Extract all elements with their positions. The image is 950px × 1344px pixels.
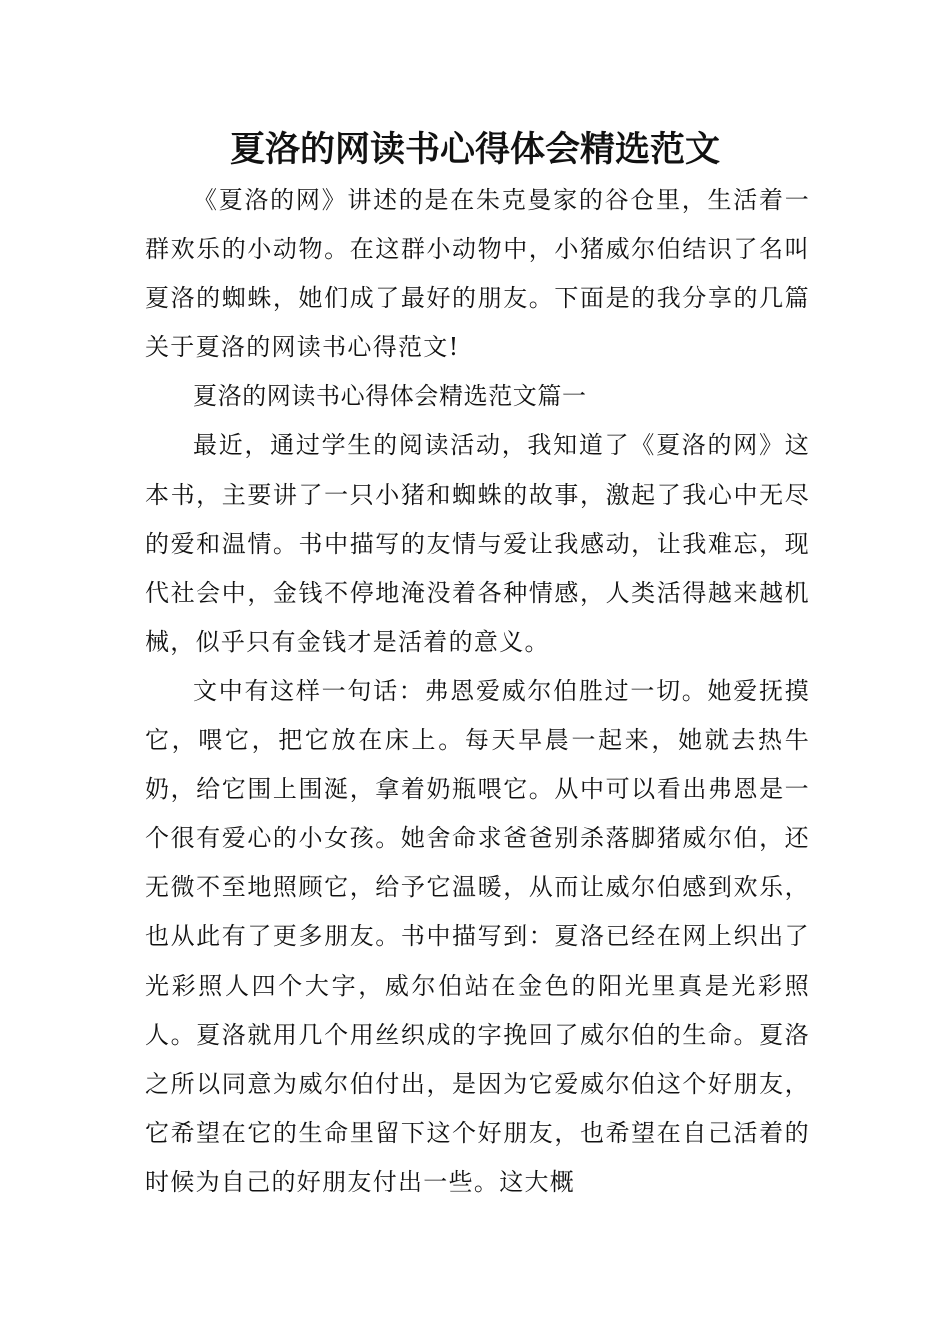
- section-heading: 夏洛的网读书心得体会精选范文篇一: [193, 382, 587, 411]
- document-title: 夏洛的网读书心得体会精选范文: [229, 129, 720, 170]
- document-body: [145, 176, 810, 1207]
- body-paragraph: 文中有这样一句话：弗恩爱威尔伯胜过一切。她爱抚摸它，喂它，把它放在床上。每天早晨一起来，她就去热牛奶，给它围上围涎，拿着奶瓶喂它。从中可以看出弗恩是一个很有爱心的小女孩。她舍命求爸爸别杀落脚猪威尔伯，还无微不至地照顾它，给予它温暖，从而让威尔伯感到欢乐，也从此有了更多朋友。书中描写到：夏洛已经在网上织出了光彩照人四个大字，威尔伯站在金色的阳光里真是光彩照人。夏洛就用几个用丝织成的字挽回了威尔伯的生命。夏洛之所以同意为威尔伯付出，是因为它爱威尔伯这个好朋友，它希望在它的生命里留下这个好朋友，也希望在自己活着的时候为自己的好朋友付出一些。这大概: [145, 676, 810, 1196]
- body-paragraph: 最近，通过学生的阅读活动，我知道了《夏洛的网》这本书，主要讲了一只小猪和蜘蛛的故事，激起了我心中无尽的爱和温情。书中描写的友情与爱让我感动，让我难忘，现代社会中，金钱不停地淹没着各种情感，人类活得越来越机械，似乎只有金钱才是活着的意义。: [145, 431, 810, 656]
- intro-paragraph: 《夏洛的网》讲述的是在朱克曼家的谷仓里，生活着一群欢乐的小动物。在这群小动物中，小猪威尔伯结识了名叫夏洛的蜘蛛，她们成了最好的朋友。下面是的我分享的几篇关于夏洛的网读书心得范文!: [145, 186, 810, 362]
